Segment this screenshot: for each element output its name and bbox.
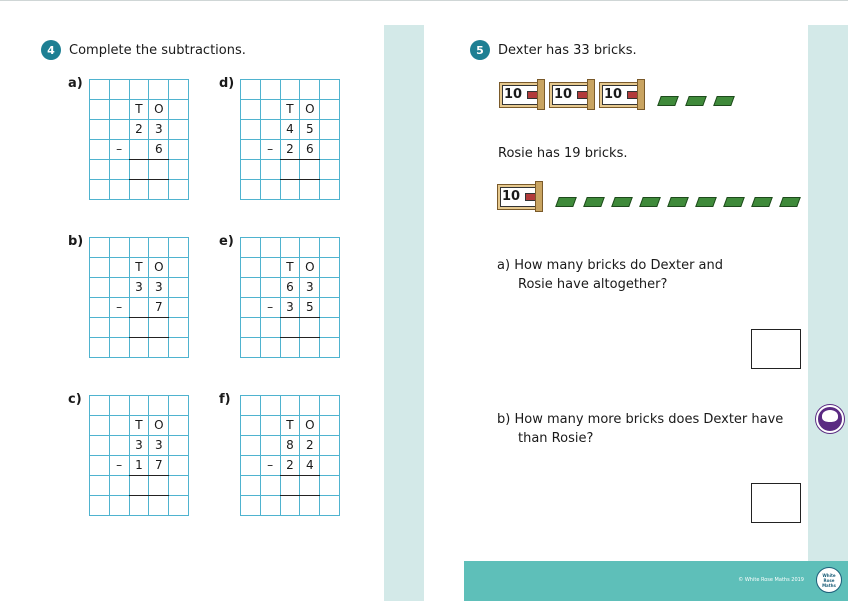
grid-cell [260,80,280,100]
grid-cell [320,100,340,120]
grid-cell [280,496,300,516]
grid-cell [169,180,189,200]
grid-cell [90,298,110,318]
copyright-text: © White Rose Maths 2019 [738,577,804,583]
grid-cell [260,318,280,338]
right-stripe [808,25,848,561]
grid-cell [109,396,129,416]
grid-cell [241,396,261,416]
grid-cell: 3 [129,436,149,456]
grid-cell [129,180,149,200]
grid-cell: O [149,258,169,278]
grid-cell [241,100,261,120]
answer-cell[interactable] [300,318,320,338]
grid-cell [109,416,129,436]
grid-cell [109,100,129,120]
grid-cell [90,318,110,338]
grid-cell [260,100,280,120]
q5b-answer-box[interactable] [751,483,801,523]
answer-line [280,495,320,496]
q4-subtraction-grid [240,79,340,215]
grid-cell [320,456,340,476]
grid-cell [109,278,129,298]
answer-cell[interactable] [129,476,149,496]
grid-cell [241,496,261,516]
grid-cell [320,160,340,180]
q4-part-label: b) [68,234,84,249]
grid-cell [320,416,340,436]
grid-cell: 5 [300,120,320,140]
grid-cell [109,238,129,258]
grid-cell [169,278,189,298]
grid-cell [280,238,300,258]
grid-cell [149,496,169,516]
grid-cell: T [129,416,149,436]
grid-cell [169,456,189,476]
grid-cell [169,100,189,120]
grid-cell [90,278,110,298]
answer-cell[interactable] [149,476,169,496]
answer-cell[interactable] [129,160,149,180]
grid-cell [90,180,110,200]
grid-cell [260,338,280,358]
ten-brick-box-icon [497,184,543,210]
grid-cell [280,180,300,200]
grid-cell: 3 [149,278,169,298]
grid-cell [90,456,110,476]
grid-cell [300,496,320,516]
grid-cell: 6 [149,140,169,160]
answer-cell[interactable] [149,318,169,338]
grid-cell [241,456,261,476]
grid-cell: 3 [129,278,149,298]
white-rose-logo: White Rose Maths [816,567,842,593]
q5-heading [470,40,637,60]
answer-cell[interactable] [300,160,320,180]
ten-brick-box-icon [549,82,595,108]
single-brick-icon [611,197,633,207]
single-brick-icon [723,197,745,207]
grid-cell [90,100,110,120]
q5b-text [497,410,783,448]
q4-part-label: d) [219,76,235,91]
grid-cell [169,258,189,278]
grid-cell [320,496,340,516]
grid-cell [260,436,280,456]
ten-label: 10 [604,87,623,102]
answer-line [129,495,169,496]
grid-cell: T [129,258,149,278]
grid-cell [241,298,261,318]
grid-cell [241,238,261,258]
q4-title: Complete the subtractions. [69,42,246,58]
grid-cell [300,338,320,358]
grid-cell: T [129,100,149,120]
q5a-line2: Rosie have altogether? [518,277,668,292]
grid-cell [109,258,129,278]
grid-cell: 3 [149,436,169,456]
grid-cell [260,258,280,278]
grid-cell: 3 [280,298,300,318]
grid-cell [169,318,189,338]
q5b-line1: How many more bricks does Dexter have [514,412,784,427]
answer-line [280,179,320,180]
grid-cell [90,476,110,496]
ten-label: 10 [502,189,521,204]
grid-cell [280,80,300,100]
answer-line [129,179,169,180]
grid-cell [260,396,280,416]
single-brick-icon [751,197,773,207]
grid-cell: O [149,416,169,436]
grid-cell [300,180,320,200]
grid-cell: – [260,140,280,160]
single-brick-icon [657,96,679,106]
grid-cell [241,416,261,436]
grid-cell: 1 [129,456,149,476]
grid-cell [260,238,280,258]
grid-cell [169,436,189,456]
grid-cell: 7 [149,298,169,318]
q4-part-label: f) [219,392,231,407]
grid-cell [241,318,261,338]
q4-part-label: e) [219,234,234,249]
grid-cell: 3 [149,120,169,140]
grid-cell: T [280,258,300,278]
grid-cell [109,496,129,516]
grid-cell [260,120,280,140]
grid-cell [90,238,110,258]
grid-cell [169,416,189,436]
answer-cell[interactable] [129,318,149,338]
q4-subtraction-grid [240,237,340,373]
grid-cell [320,238,340,258]
grid-cell [241,436,261,456]
top-border [0,0,848,1]
grid-cell [90,80,110,100]
answer-line [280,159,320,160]
grid-cell: 5 [300,298,320,318]
grid-cell: 2 [280,140,300,160]
grid-cell [260,416,280,436]
q4-subtraction-grid [89,237,189,373]
grid-cell [129,496,149,516]
grid-cell [169,496,189,516]
q5b-line2: than Rosie? [518,431,594,446]
grid-cell [129,298,149,318]
q5b-label: b) [497,412,511,427]
grid-cell [169,238,189,258]
single-brick-icon [639,197,661,207]
answer-cell[interactable] [280,160,300,180]
grid-cell [280,396,300,416]
rosie-text: Rosie has 19 bricks. [498,146,628,161]
answer-line [280,337,320,338]
grid-cell [129,396,149,416]
grid-cell: 6 [280,278,300,298]
single-brick-icon [695,197,717,207]
grid-cell [320,396,340,416]
grid-cell [149,180,169,200]
grid-cell [90,120,110,140]
grid-cell [169,338,189,358]
q5-title: Dexter has 33 bricks. [498,42,637,58]
answer-cell[interactable] [149,160,169,180]
grid-cell [241,140,261,160]
q5a-label: a) [497,258,511,273]
grid-cell: 2 [129,120,149,140]
grid-cell [109,476,129,496]
single-brick-icon [779,197,801,207]
answer-line [129,317,169,318]
grid-cell: O [300,100,320,120]
grid-cell: 7 [149,456,169,476]
grid-cell [149,80,169,100]
grid-cell: O [300,416,320,436]
grid-cell [320,180,340,200]
grid-cell [90,496,110,516]
grid-cell [320,120,340,140]
q4-part-label: c) [68,392,82,407]
grid-cell [260,180,280,200]
grid-cell [169,476,189,496]
ten-label: 10 [504,87,523,102]
grid-cell: T [280,416,300,436]
q4-subtraction-grid [89,395,189,531]
grid-cell [90,396,110,416]
answer-line [280,475,320,476]
grid-cell [109,180,129,200]
answer-cell[interactable] [300,476,320,496]
grid-cell [169,120,189,140]
grid-cell [169,80,189,100]
grid-cell [149,338,169,358]
q4-subtraction-grid [89,79,189,215]
grid-cell: T [280,100,300,120]
grid-cell [109,120,129,140]
grid-cell: 6 [300,140,320,160]
grid-cell [109,80,129,100]
grid-cell [90,140,110,160]
grid-cell: 8 [280,436,300,456]
grid-cell [260,496,280,516]
grid-cell [320,318,340,338]
grid-cell [109,318,129,338]
single-brick-icon [667,197,689,207]
grid-cell [320,140,340,160]
grid-cell [109,160,129,180]
grid-cell [320,298,340,318]
single-brick-icon [583,197,605,207]
grid-cell: O [149,100,169,120]
grid-cell [129,80,149,100]
grid-cell [320,80,340,100]
grid-cell: – [109,140,129,160]
grid-cell [169,160,189,180]
grid-cell [149,396,169,416]
grid-cell [241,120,261,140]
grid-cell [320,338,340,358]
grid-cell [300,238,320,258]
grid-cell: 2 [280,456,300,476]
grid-cell [241,258,261,278]
grid-cell [129,140,149,160]
q5a-line1: How many bricks do Dexter and [514,258,724,273]
grid-cell [241,476,261,496]
grid-cell [129,238,149,258]
grid-cell [149,238,169,258]
grid-cell [300,396,320,416]
grid-cell [280,338,300,358]
q4-subtraction-grid [240,395,340,531]
grid-cell [241,160,261,180]
grid-cell: 2 [300,436,320,456]
single-brick-icon [685,96,707,106]
grid-cell: O [300,258,320,278]
grid-cell [320,278,340,298]
answer-line [129,337,169,338]
grid-cell [109,436,129,456]
footer-bar [464,561,848,601]
grid-cell [320,476,340,496]
grid-cell: 4 [300,456,320,476]
grid-cell [260,476,280,496]
thinking-icon [816,405,844,433]
q5a-text [497,256,723,294]
answer-cell[interactable] [280,476,300,496]
grid-cell [90,436,110,456]
grid-cell: 4 [280,120,300,140]
grid-cell [169,396,189,416]
grid-cell [241,80,261,100]
grid-cell [241,338,261,358]
q5a-answer-box[interactable] [751,329,801,369]
q4-part-label: a) [68,76,83,91]
q5-number-badge: 5 [470,40,490,60]
grid-cell [260,278,280,298]
grid-cell [241,278,261,298]
grid-cell [90,416,110,436]
ten-brick-box-icon [599,82,645,108]
grid-cell [90,160,110,180]
single-brick-icon [713,96,735,106]
grid-cell: – [109,298,129,318]
answer-line [129,475,169,476]
grid-cell [169,140,189,160]
grid-cell [90,258,110,278]
grid-cell [90,338,110,358]
single-brick-icon [555,197,577,207]
ten-brick-box-icon [499,82,545,108]
grid-cell [129,338,149,358]
grid-cell: 3 [300,278,320,298]
grid-cell [169,298,189,318]
grid-cell: – [260,456,280,476]
answer-line [280,317,320,318]
ten-label: 10 [554,87,573,102]
grid-cell [300,80,320,100]
answer-line [129,159,169,160]
grid-cell [241,180,261,200]
q4-number-badge: 4 [41,40,61,60]
grid-cell [320,258,340,278]
grid-cell [260,160,280,180]
left-stripe [384,25,424,601]
answer-cell[interactable] [280,318,300,338]
grid-cell: – [260,298,280,318]
grid-cell: – [109,456,129,476]
q4-heading [41,40,246,60]
grid-cell [109,338,129,358]
grid-cell [320,436,340,456]
